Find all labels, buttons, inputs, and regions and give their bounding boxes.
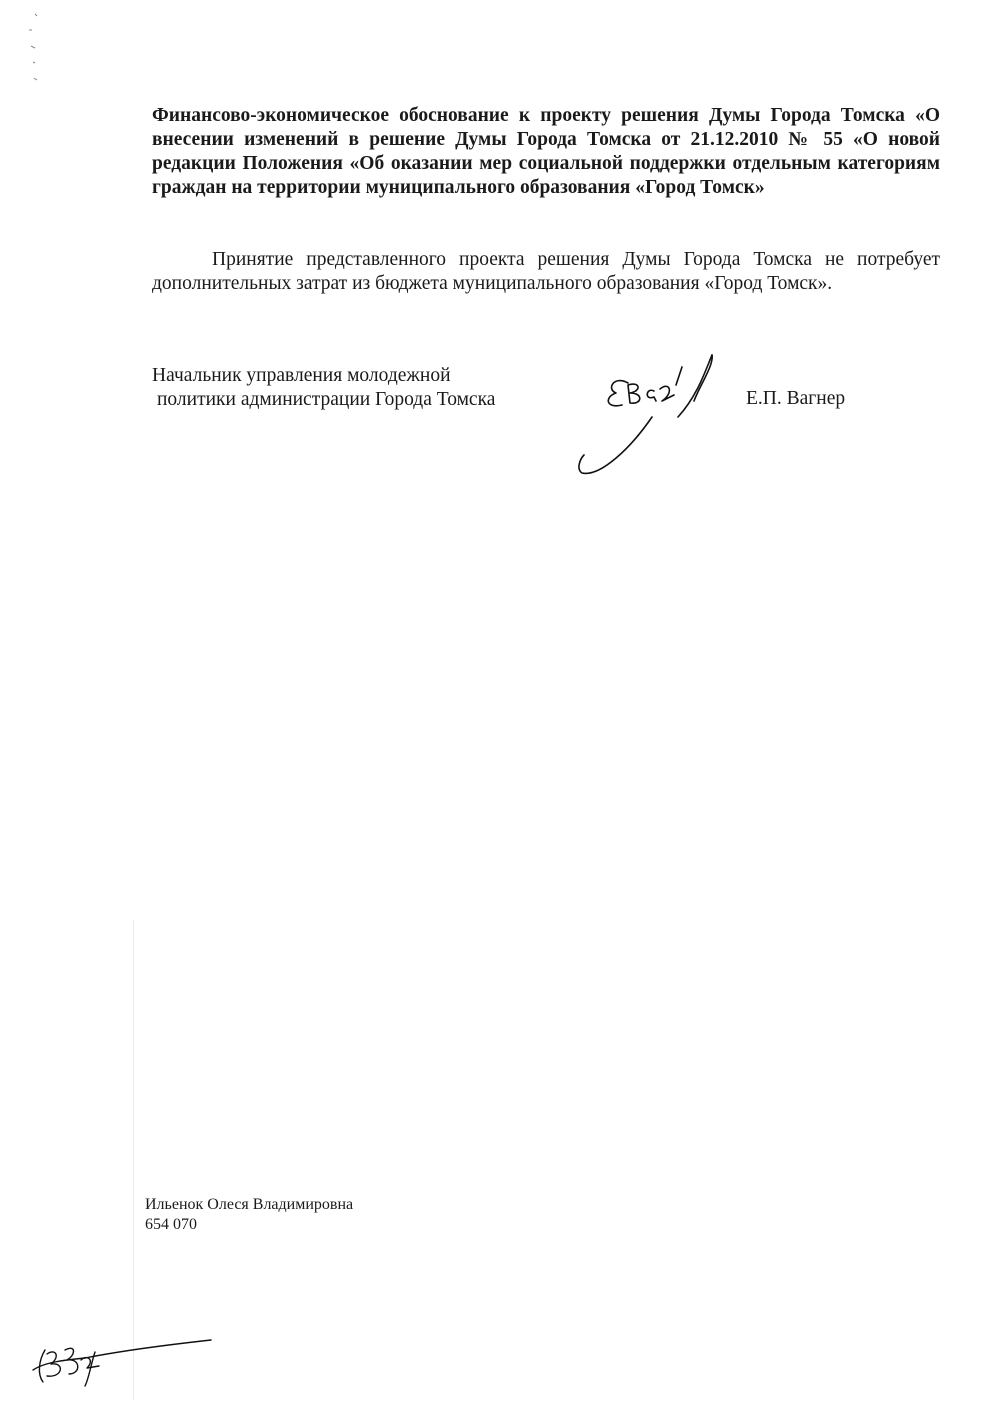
signer-position-line-1: Начальник управления молодежной (152, 365, 451, 386)
handwritten-signature (570, 345, 730, 485)
document-body-paragraph: Принятие представленного проекта решения Думы Города Томска не потребует дополнительных затрат из бюджета муниципального образования «Город Томск». (152, 249, 940, 294)
signer-name: Е.П. Вагнер (746, 388, 846, 409)
signer-position (152, 364, 495, 412)
document-title: Финансово-экономическое обоснование к проекту решения Думы Города Томска «О внесении изменений в решение Думы Города Томска от 21.12.2010 № 55 «О новой редакции Положения «Об оказании мер социальной поддержки отдельным категориям граждан на территории муниципального образования «Город Томск» (152, 105, 940, 198)
executor-phone: 654 070 (145, 1216, 197, 1233)
executor-info (145, 1195, 353, 1235)
executor-name: Ильенок Олеся Владимировна (145, 1196, 354, 1213)
handwritten-initials (25, 1330, 215, 1390)
scan-artifact-marks (25, 10, 45, 90)
signer-position-line-2: политики администрации Города Томска (157, 389, 496, 410)
scan-margin-line (133, 920, 134, 1400)
